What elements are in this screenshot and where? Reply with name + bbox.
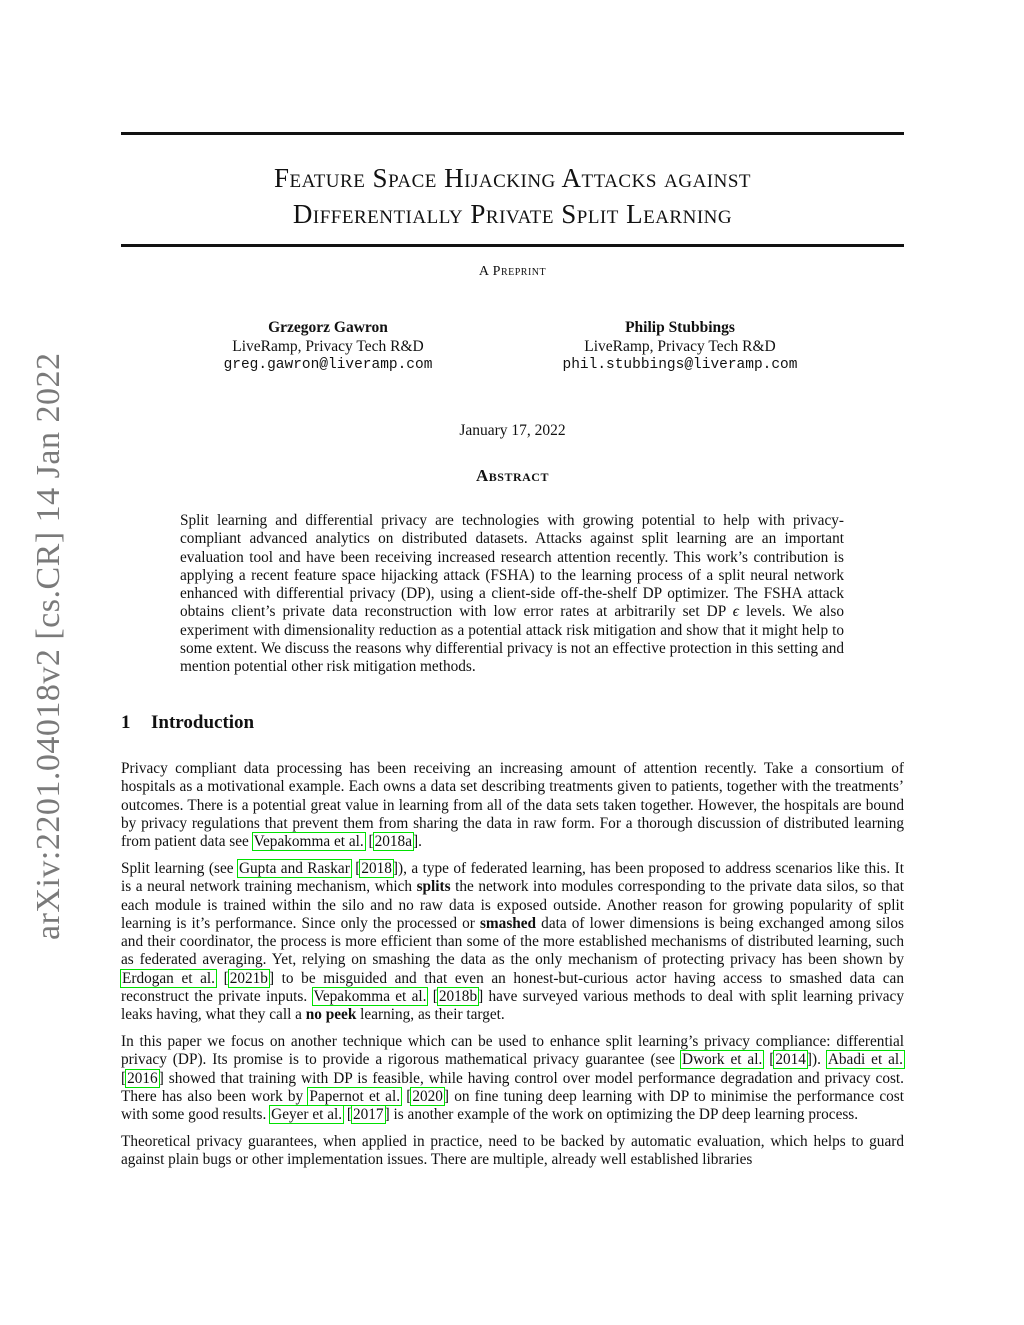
bold-term: no peek xyxy=(305,1006,357,1024)
bold-term: splits xyxy=(416,878,451,896)
section-title: Introduction xyxy=(151,712,255,733)
author-2 xyxy=(530,318,830,375)
author-1-name: Grzegorz Gawron xyxy=(268,319,388,336)
citation-link[interactable]: Geyer et al. xyxy=(271,1106,343,1124)
section-number: 1 xyxy=(121,712,131,733)
arxiv-identifier: arXiv:2201.04018v2 [cs.CR] 14 Jan 2022 xyxy=(30,352,67,940)
author-1 xyxy=(178,318,478,375)
text-run: [ xyxy=(350,859,361,877)
author-2-email[interactable]: phil.stubbings@liveramp.com xyxy=(562,357,798,373)
text-run: ]). xyxy=(806,1051,827,1069)
abstract-text-part-2: levels. We also experiment with dimensionality reduction as a potential attack risk mitigation and show that it might help to some extent. We discuss the reasons why differential privacy is not an effective protection in this setting and mention potential other risk mitigation methods. xyxy=(180,603,844,676)
citation-link[interactable]: Vepakomma et al. xyxy=(313,988,427,1006)
paper-date: January 17, 2022 xyxy=(459,422,566,439)
paragraph-2 xyxy=(121,860,904,1025)
title-rule-bottom xyxy=(121,244,904,247)
title-line-1: Feature Space Hijacking Attacks against xyxy=(273,163,752,193)
citation-year-link[interactable]: 2018a xyxy=(374,833,412,851)
citation-year-link[interactable]: 2018 xyxy=(361,859,392,877)
text-run: data of lower dimensions is being exchanged among silos and their coordinator, the process is more efficient than some of the more established mechanisms of distributed learning, such as federated averaging. Yet, relying on smashing the data as the only mechanism of protecting privacy has been shown by xyxy=(121,914,904,969)
author-2-affiliation: LiveRamp, Privacy Tech R&D xyxy=(584,338,776,355)
text-run: Split learning (see xyxy=(121,859,238,877)
text-run: ] to be misguided and that even an honest-but-curious actor having access to smashed data can reconstruct the private inputs. xyxy=(121,969,904,1006)
citation-year-link[interactable]: 2020 xyxy=(412,1088,443,1106)
citation-year-link[interactable]: 2018b xyxy=(438,988,478,1006)
abstract-text-part-1: Split learning and differential privacy are technologies with growing potential to help with privacy-compliant advanced analytics on distributed datasets. Attacks against split learning are an important evaluation tool and have been receiving increased research attention recently. This work’s contribution is applying a recent feature space hijacking attack (FSHA) to the learning process of a split neural network enhanced with differential privacy (DP), using a client-side off-the-shelf DP optimizer. The FSHA attack obtains client’s private data reconstruction with low error rates at arbitrarily set DP xyxy=(180,512,844,621)
title-line-2: Differentially Private Split Learning xyxy=(292,199,733,229)
text-run: ] on fine tuning deep learning with DP to minimise the performance cost with some good results. xyxy=(121,1088,904,1124)
text-run: Privacy compliant data processing has been receiving an increasing amount of attention recently. Take a consortium of hospitals as a motivational example. Each owns a data set describing treatments given to patients, together with the treatments’ outcomes. There is a potential great value in learning from all of the data sets taken together. However, the hospitals are bound by privacy regulations that prevent them from sharing the data in raw form. For a thorough discussion of distributed learning from patient data see xyxy=(121,760,904,851)
epsilon-symbol: ϵ xyxy=(732,603,739,621)
citation-link[interactable]: Vepakomma et al. xyxy=(253,833,364,851)
text-run: ]), a type of federated learning, has been proposed to address scenarios like this. It is a neural network training mechanism, which xyxy=(121,859,904,896)
citation-year-link[interactable]: 2016 xyxy=(127,1069,158,1087)
text-run: ] have surveyed various methods to deal with split learning privacy leaks having, what they call a xyxy=(121,988,904,1024)
paragraph-4 xyxy=(121,1133,904,1170)
preprint-label: A Preprint xyxy=(478,264,547,279)
text-run: ] showed that training with DP is feasible, while having control over model performance degradation and privacy cost. There has also been work by xyxy=(121,1069,904,1106)
body-text xyxy=(121,760,904,1178)
text-run: [ xyxy=(215,969,229,987)
text-run: In this paper we focus on another technique which can be used to enhance split learning’s privacy compliance: differential privacy (DP). Its promise is to provide a rigorous mathematical privacy guarantee (see xyxy=(121,1033,904,1069)
author-1-affiliation: LiveRamp, Privacy Tech R&D xyxy=(232,338,424,355)
text-run: learning, as their target. xyxy=(356,1006,505,1024)
text-run: [ xyxy=(401,1088,412,1106)
text-run: [ xyxy=(121,1069,127,1087)
text-run: the network into modules corresponding to the private data silos, so that each module is trained within the silo and no raw data is exposed outside. Another reason for growing popularity of split learning is it’s performance. Since only the processed or xyxy=(121,878,904,932)
text-run: ]. xyxy=(413,833,422,851)
section-heading-introduction xyxy=(121,712,254,734)
abstract-text xyxy=(180,512,844,677)
citation-year-link[interactable]: 2021b xyxy=(229,969,268,987)
paragraph-1 xyxy=(121,760,904,851)
abstract-heading: Abstract xyxy=(476,466,549,485)
citation-link[interactable]: Abadi et al. xyxy=(827,1051,904,1069)
text-run: [ xyxy=(763,1051,775,1069)
citation-link[interactable]: Erdogan et al. xyxy=(122,969,215,987)
paper-title xyxy=(121,160,904,232)
text-run: [ xyxy=(364,833,374,851)
citation-year-link[interactable]: 2014 xyxy=(775,1051,806,1069)
citation-link[interactable]: Gupta and Raskar xyxy=(238,859,350,877)
author-1-email[interactable]: greg.gawron@liveramp.com xyxy=(223,357,433,373)
text-run: [ xyxy=(343,1106,352,1124)
paragraph-3 xyxy=(121,1033,904,1124)
citation-year-link[interactable]: 2017 xyxy=(352,1106,384,1124)
bold-term: smashed xyxy=(479,914,537,932)
text-run: ] is another example of the work on optimizing the DP deep learning process. xyxy=(384,1106,859,1124)
author-2-name: Philip Stubbings xyxy=(625,319,735,336)
citation-link[interactable]: Dwork et al. xyxy=(682,1051,763,1069)
text-run: Theoretical privacy guarantees, when applied in practice, need to be backed by automatic evaluation, which helps to guard against plain bugs or other implementation issues. There are multiple, already well established libraries xyxy=(121,1133,904,1169)
citation-link[interactable]: Papernot et al. xyxy=(309,1088,401,1106)
title-rule-top xyxy=(121,132,904,135)
text-run: [ xyxy=(427,988,438,1006)
